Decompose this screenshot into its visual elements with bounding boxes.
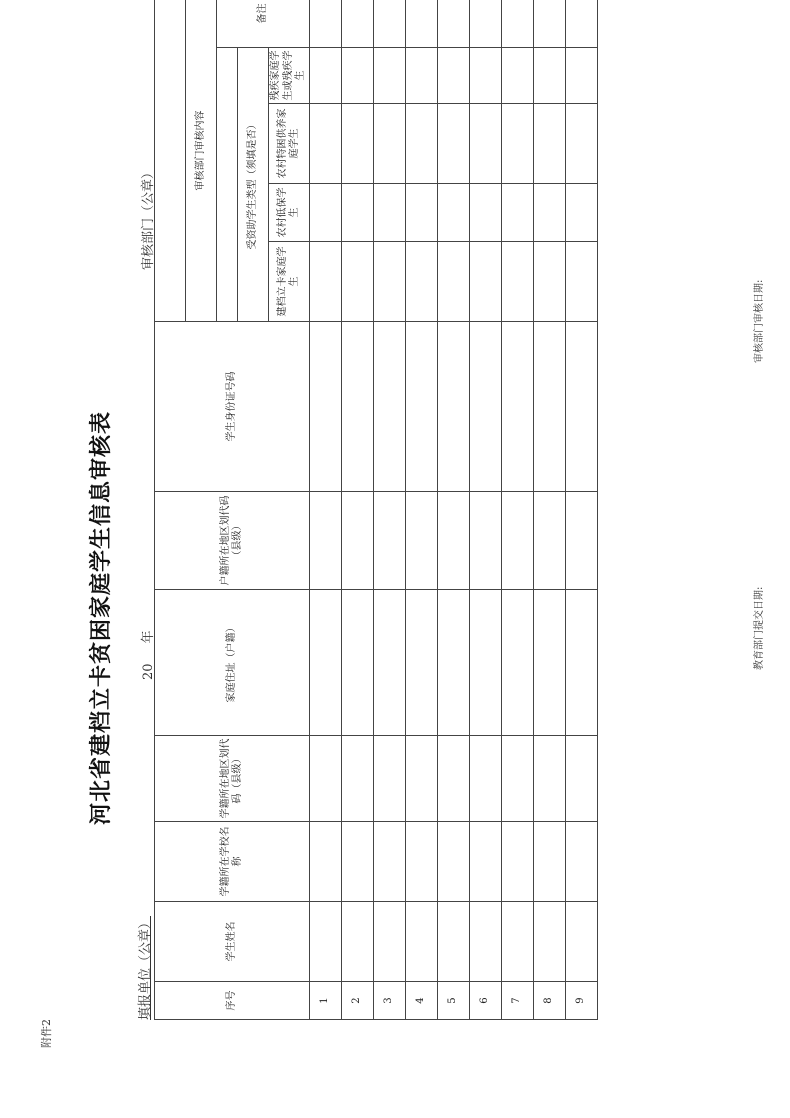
table-cell[interactable] [566, 736, 598, 822]
table-cell[interactable] [566, 822, 598, 902]
table-row [374, 0, 406, 1020]
table-row [438, 0, 470, 1020]
table-cell[interactable] [374, 242, 406, 322]
table-cell[interactable] [310, 242, 342, 322]
table-cell[interactable] [502, 0, 534, 48]
table-cell[interactable] [406, 902, 438, 982]
row-seq: 4 [406, 982, 438, 1020]
page-title: 河北省建档立卡贫困家庭学生信息审核表 [88, 411, 114, 826]
table-cell[interactable] [342, 0, 374, 48]
table-cell[interactable] [374, 322, 406, 492]
table-cell[interactable] [502, 902, 534, 982]
header-school-name: 学籍所在学校名称 [155, 822, 310, 902]
table-cell[interactable] [374, 48, 406, 104]
table-cell[interactable] [406, 822, 438, 902]
review-dept-label: 审核部门（公章） [141, 165, 156, 270]
table-cell[interactable] [534, 104, 566, 184]
table-cell[interactable] [438, 736, 470, 822]
table-cell[interactable] [406, 736, 438, 822]
table-cell[interactable] [502, 322, 534, 492]
table-cell[interactable] [470, 590, 502, 736]
table-cell[interactable] [534, 902, 566, 982]
row-seq: 3 [374, 982, 406, 1020]
table-cell[interactable] [566, 242, 598, 322]
table-cell[interactable] [374, 0, 406, 48]
table-cell[interactable] [438, 0, 470, 48]
table-cell[interactable] [438, 322, 470, 492]
table-cell[interactable] [310, 184, 342, 242]
table-cell[interactable] [502, 736, 534, 822]
table-cell[interactable] [470, 822, 502, 902]
header-student-name: 学生姓名 [155, 902, 310, 982]
header-blank-mid [217, 48, 238, 322]
header-sub-type-4: 残疾家庭学生或残疾学生 [269, 48, 310, 104]
table-cell[interactable] [342, 104, 374, 184]
table-cell[interactable] [406, 590, 438, 736]
table-cell[interactable] [502, 822, 534, 902]
table-cell[interactable] [310, 0, 342, 48]
table-cell[interactable] [342, 322, 374, 492]
row-seq: 6 [470, 982, 502, 1020]
table-cell[interactable] [438, 242, 470, 322]
table-cell[interactable] [310, 822, 342, 902]
table-cell[interactable] [438, 492, 470, 590]
table-cell[interactable] [470, 242, 502, 322]
table-cell[interactable] [502, 590, 534, 736]
table-cell[interactable] [534, 492, 566, 590]
table-cell[interactable] [470, 48, 502, 104]
table-cell[interactable] [438, 184, 470, 242]
table-cell[interactable] [310, 104, 342, 184]
table-cell[interactable] [470, 184, 502, 242]
table-cell[interactable] [342, 242, 374, 322]
table-cell[interactable] [374, 736, 406, 822]
table-row [566, 0, 598, 1020]
table-cell[interactable] [438, 902, 470, 982]
table-row [406, 0, 438, 1020]
table-cell[interactable] [310, 736, 342, 822]
header-sub-type-2: 农村低保学生 [269, 184, 310, 242]
table-cell[interactable] [374, 492, 406, 590]
row-seq: 8 [534, 982, 566, 1020]
table-cell[interactable] [406, 48, 438, 104]
table-cell[interactable] [342, 902, 374, 982]
table-cell[interactable] [310, 48, 342, 104]
table-cell[interactable] [438, 104, 470, 184]
table-cell[interactable] [470, 902, 502, 982]
table-cell[interactable] [534, 322, 566, 492]
header-school-region-code: 学籍所在地区划代码（县级） [155, 736, 310, 822]
table-cell[interactable] [566, 492, 598, 590]
row-seq: 9 [566, 982, 598, 1020]
review-date-label: 审核部门审核日期: [754, 279, 765, 363]
attachment-label: 附件2 [40, 1019, 53, 1048]
table-cell[interactable] [374, 822, 406, 902]
table-cell[interactable] [374, 184, 406, 242]
fill-unit-label: 填报单位（公章） [138, 915, 153, 1020]
table-cell[interactable] [374, 590, 406, 736]
table-cell[interactable] [534, 0, 566, 48]
header-sub-type-3: 农村特困供养家庭学生 [269, 104, 310, 184]
table-cell[interactable] [502, 104, 534, 184]
table-cell[interactable] [534, 184, 566, 242]
table-cell[interactable] [566, 902, 598, 982]
table-row [342, 0, 374, 1020]
table-cell[interactable] [566, 322, 598, 492]
table-cell[interactable] [310, 492, 342, 590]
row-seq: 7 [502, 982, 534, 1020]
table-cell[interactable] [534, 590, 566, 736]
review-table [154, 0, 598, 1020]
table-cell[interactable] [310, 590, 342, 736]
table-cell[interactable] [566, 104, 598, 184]
table-cell[interactable] [310, 902, 342, 982]
table-cell[interactable] [438, 822, 470, 902]
header-remarks: 备注 [217, 0, 310, 48]
table-cell[interactable] [534, 48, 566, 104]
table-cell[interactable] [374, 902, 406, 982]
header-aid-type: 受资助学生类型（须填是否） [238, 48, 269, 322]
table-cell[interactable] [406, 104, 438, 184]
table-cell[interactable] [470, 736, 502, 822]
table-cell[interactable] [470, 104, 502, 184]
table-cell[interactable] [470, 492, 502, 590]
table-cell[interactable] [406, 0, 438, 48]
table-cell[interactable] [534, 736, 566, 822]
table-cell[interactable] [470, 322, 502, 492]
header-home-address: 家庭住址（户籍） [155, 590, 310, 736]
table-row [470, 0, 502, 1020]
year-suffix: 年 [141, 630, 156, 644]
table-cell[interactable] [342, 590, 374, 736]
table-cell[interactable] [502, 48, 534, 104]
table-cell[interactable] [566, 184, 598, 242]
table-cell[interactable] [502, 184, 534, 242]
edu-submit-date-label: 教育部门提交日期: [754, 586, 765, 670]
table-cell[interactable] [438, 590, 470, 736]
table-cell[interactable] [502, 242, 534, 322]
table-cell[interactable] [342, 492, 374, 590]
row-seq: 1 [310, 982, 342, 1020]
table-cell[interactable] [566, 48, 598, 104]
header-blank-top [155, 0, 186, 322]
table-cell[interactable] [502, 492, 534, 590]
row-seq: 2 [342, 982, 374, 1020]
table-row [534, 0, 566, 1020]
table-cell[interactable] [470, 0, 502, 48]
table-cell[interactable] [406, 242, 438, 322]
table-cell[interactable] [406, 184, 438, 242]
table-cell[interactable] [310, 322, 342, 492]
header-review-content: 审核部门审核内容 [186, 0, 217, 322]
table-cell[interactable] [406, 492, 438, 590]
table-cell[interactable] [342, 736, 374, 822]
header-hukou-region-code: 户籍所在地区划代码（县级） [155, 492, 310, 590]
table-cell[interactable] [342, 48, 374, 104]
year-prefix: 20 [141, 663, 156, 680]
header-id-number: 学生身份证号码 [155, 322, 310, 492]
table-cell[interactable] [342, 184, 374, 242]
table-cell[interactable] [534, 242, 566, 322]
table-cell[interactable] [566, 590, 598, 736]
table-cell[interactable] [438, 48, 470, 104]
table-cell[interactable] [534, 822, 566, 902]
header-sub-type-1: 建档立卡家庭学生 [269, 242, 310, 322]
header-seq: 序号 [155, 982, 310, 1020]
table-cell[interactable] [342, 822, 374, 902]
table-row [502, 0, 534, 1020]
table-cell[interactable] [374, 104, 406, 184]
table-row [310, 0, 342, 1020]
row-seq: 5 [438, 982, 470, 1020]
table-cell[interactable] [406, 322, 438, 492]
table-cell[interactable] [566, 0, 598, 48]
